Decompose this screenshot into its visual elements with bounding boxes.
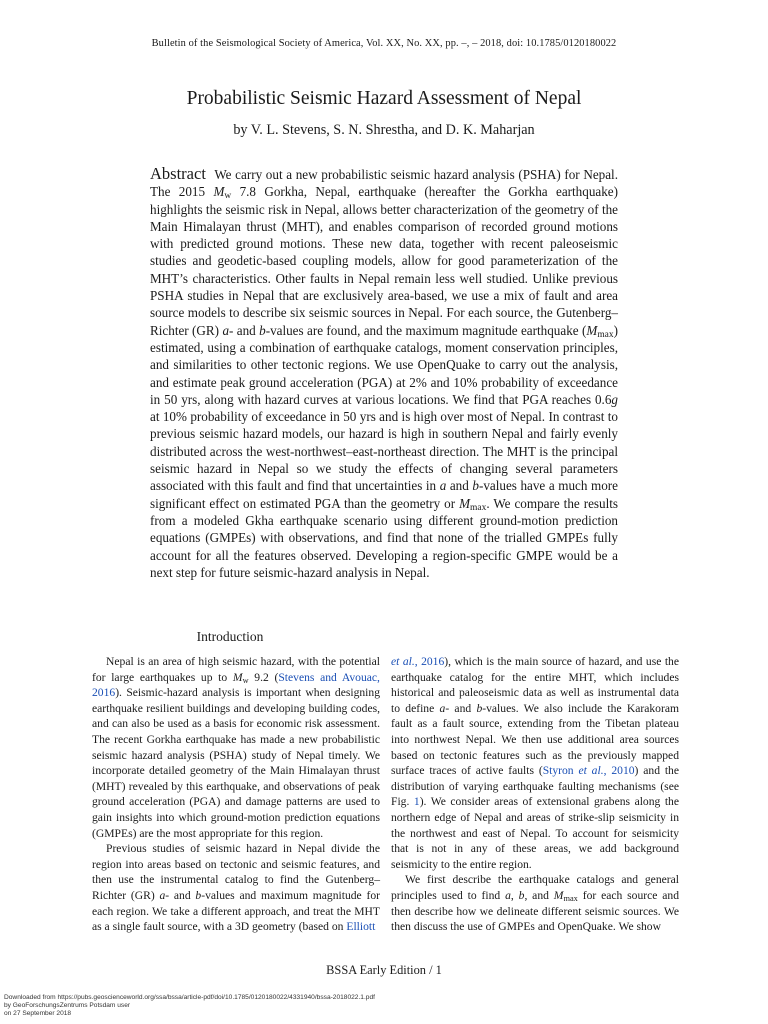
abstract-text: . We compare the results from a modeled Gkha earthquake scenario using different ground-motion prediction equations (GMPEs) with observations, and find that none of the trialled GMPEs fully account for all the features observed. Developing a region-specific GMPE would be a next step for future seismic-hazard analysis in Nepal.: [150, 495, 618, 580]
paragraph: [92, 841, 380, 935]
abstract-mmax-symbol: M: [586, 322, 598, 338]
body-text: -values. We also include the Karakoram fault as a fault source, extending from the Tibetan plateau into northwest Nepal. We then use additional area sources based on tectonic features such as the previously mapped surface traces of active faults (: [391, 701, 679, 778]
paper-authors: by V. L. Stevens, S. N. Shrestha, and D. K. Maharjan: [233, 122, 535, 138]
mw-symbol: M: [232, 670, 243, 684]
abstract-mmax-subscript: max: [470, 502, 487, 513]
journal-header: Bulletin of the Seismological Society of America, Vol. XX, No. XX, pp. –, – 2018, doi: 10.1785/0120180022: [151, 38, 617, 49]
abstract-text: - and: [229, 322, 256, 338]
abstract-text: -values are found, and the maximum magnitude earthquake (: [265, 322, 587, 338]
abstract-b-variable: b: [259, 322, 266, 338]
citation-link-stevens-avouac[interactable]: Stevens and Avouac, 2016: [92, 670, 380, 700]
body-text: ). Seismic-hazard analysis is important when designing earthquake resilient buildings and developing building codes, and can also be used as a basis for economic risk assessment. The recent Gorkha earthquake has made a new probabilistic seismic hazard analysis (PSHA) study of Nepal timely. We incorporate detailed geometry of the Main Himalayan thrust (MHT) revealed by this earthquake, and observations of peak ground acceleration (PGA) and damage patterns are used to gain insights into which ground-motion prediction equations (GMPEs) are the most appropriate for this region.: [92, 686, 380, 840]
download-notice: [4, 994, 375, 1017]
mw-subscript: w: [242, 675, 249, 685]
paragraph: [391, 872, 679, 934]
b-variable: b: [476, 701, 483, 715]
abstract-b-variable: b: [472, 478, 479, 494]
right-column: [391, 654, 679, 935]
download-line: on 27 September 2018: [4, 1009, 72, 1017]
body-text: 9.2 (: [254, 670, 279, 684]
abstract-text: 7.8 Gorkha, Nepal, earthquake (hereafter the Gorkha earthquake) highlights the seismic risk in Nepal, allows better characterization of the geometry of the Main Himalayan thrust (MHT), and enables comparison of recorded ground motions with predicted ground motions. These new data, together with recent paleoseismic studies and geodetic-based coupling models, allow for good parameterization of the MHT’s characteristics. Other faults in Nepal remain less well studied. Unlike previous PSHA studies in Nepal that are exclusively area-based, we use a mix of fault and area source models to describe six seismic sources in Nepal. For each source, the Gutenberg–Richter (GR): [150, 184, 618, 338]
abstract-a-variable: a: [222, 322, 230, 338]
abstract: [150, 165, 618, 581]
left-column: [92, 654, 380, 935]
body-text: We first describe the earthquake catalogs and general principles used to find: [391, 873, 679, 902]
body-text: - and: [165, 888, 191, 902]
b-variable: b: [195, 888, 202, 902]
body-text: , and: [524, 888, 549, 902]
paragraph: [391, 654, 679, 872]
body-text: - and: [445, 701, 472, 715]
paragraph: [92, 654, 380, 841]
body-text: Nepal is an area of high seismic hazard, with the potential for large earthquakes up to: [92, 655, 380, 684]
abstract-a-variable: a: [439, 478, 447, 494]
abstract-text: and: [449, 478, 469, 494]
citation-link-styron[interactable]: Styron et al., 2010: [542, 764, 635, 778]
mmax-symbol: M: [553, 888, 564, 902]
abstract-heading: Abstract: [150, 164, 206, 183]
mmax-subscript: max: [563, 893, 578, 903]
paper-title: Probabilistic Seismic Hazard Assessment of Nepal: [186, 88, 582, 109]
abstract-text: ) estimated, using a combination of earthquake catalogs, moment conservation principles, and similarities to other tectonic regions. We use OpenQuake to carry out the analysis, and estimate peak ground acceleration (PGA) at 2% and 10% probability of exceedance in 50 yrs, along with hazard curves at various locations. We find that PGA reaches 0.6: [150, 322, 618, 407]
abstract-mw-symbol: M: [213, 184, 225, 200]
a-variable: a: [505, 888, 511, 902]
abstract-mmax-symbol: M: [459, 495, 471, 511]
body-text: Previous studies of seismic hazard in Nepal divide the region into areas based on tectonic and seismic features, and then use the instrumental catalog to find the Gutenberg–Richter (GR): [92, 842, 380, 902]
abstract-mw-subscript: w: [224, 191, 232, 202]
body-text: ). We consider areas of extensional grabens along the northern edge of Nepal and areas of strike-slip seismicity in the northwest and east of Nepal. To account for seismicity that is not in any of these areas, we add background seismicity to the entire region.: [391, 795, 679, 871]
download-line: by GeoForschungsZentrums Potsdam user: [4, 1001, 131, 1009]
citation-link-elliott-cont[interactable]: et al., 2016: [391, 655, 445, 668]
b-variable: b: [518, 888, 525, 902]
abstract-text: at 10% probability of exceedance in 50 yrs and is high over most of Nepal. In contrast to previous seismic hazard models, our hazard is high in southern Nepal and fairly evenly distributed across the west-northwest–east-northeast direction. The MHT is the principal seismic hazard in Nepal so we study the effects of changing several parameters associated with this fault and find that uncertainties in: [150, 409, 618, 494]
abstract-text: -values have a much more significant effect on estimated PGA than the geometry or: [150, 478, 618, 511]
download-line: Downloaded from https://pubs.geoscienceworld.org/ssa/bssa/article-pdf/doi/10.1785/0120180022/4331940/bssa-2018022.1.pdf: [4, 994, 375, 1001]
body-text: ), which is the main source of hazard, and use the earthquake catalog for the entire MHT, which includes historical and paleoseismic data as well as instrumental data to define: [391, 655, 679, 715]
figure-link-1[interactable]: 1: [413, 795, 420, 809]
introduction-heading: Introduction: [196, 629, 264, 644]
citation-link-elliott[interactable]: Elliott: [346, 920, 376, 934]
a-variable: a: [439, 701, 446, 715]
abstract-text: We carry out a new probabilistic seismic hazard analysis (PSHA) for Nepal. The 2015: [150, 167, 618, 200]
abstract-g-variable: g: [611, 391, 618, 407]
body-text: ) and the distribution of varying earthquake faulting mechanisms (see Fig.: [391, 764, 680, 809]
body-text: for each source and then describe how we delineate different seismic sources. We then discuss the use of GMPEs and OpenQuake. We show: [391, 888, 680, 934]
body-text: -values and maximum magnitude for each region. We take a different approach, and treat the MHT as a single fault source, with a 3D geometry (based on: [92, 888, 380, 934]
abstract-mmax-subscript: max: [597, 329, 614, 340]
page-footer: BSSA Early Edition / 1: [326, 963, 442, 977]
body-text: ,: [510, 888, 514, 902]
a-variable: a: [159, 888, 166, 902]
